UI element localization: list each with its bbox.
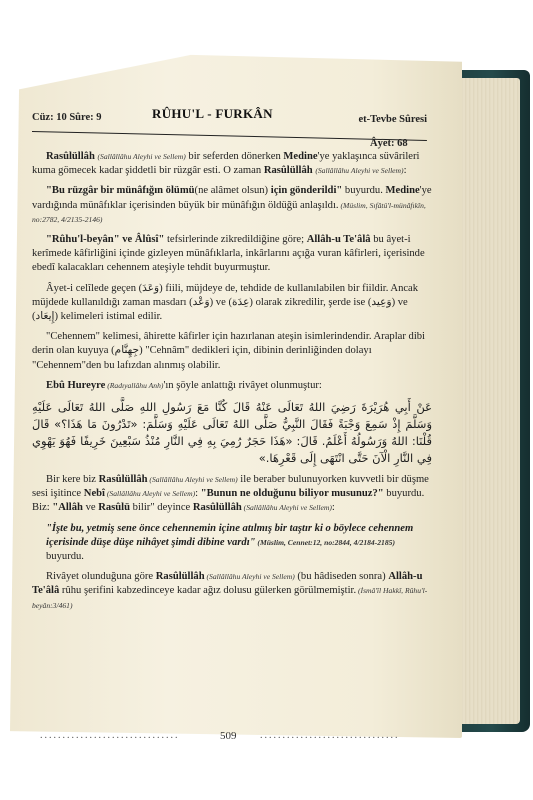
source-citation: (Müslim, Cennet:12, no:2844, 4/2184-2185) xyxy=(255,537,395,547)
text: Bir kere biz xyxy=(46,474,99,486)
text-bold: Nebî xyxy=(83,488,105,500)
page-footer xyxy=(40,730,440,746)
ayet-number: Âyet: 68 xyxy=(370,138,408,149)
text-bold: Medine xyxy=(385,185,420,197)
paragraph-8 xyxy=(32,522,432,565)
paragraph-7 xyxy=(32,473,432,516)
text-bold: Rasûlüllâh xyxy=(263,165,313,177)
salutation: (Sallâllâhu Aleyhi ve Sellem) xyxy=(315,166,404,176)
text: deyince xyxy=(154,502,193,514)
text: tefsirlerinde zikredildiğine göre; xyxy=(164,234,307,246)
salutation: (Sallâllâhu Aleyhi ve Sellem) xyxy=(147,475,238,485)
salutation: (Sallâllâhu Aleyhi ve Sellem) xyxy=(97,152,186,161)
text: buyurdu. xyxy=(46,551,84,563)
text: ile beraber bulunuyorken kuvvetli bir düşme sesi işitince xyxy=(32,474,429,500)
text-bold: Allâh-u Te'âlâ xyxy=(306,234,371,246)
text-bold: Rasûlüllâh xyxy=(155,571,205,583)
salutation: (Radıyallâhu Anh) xyxy=(105,380,164,390)
quote-bold: "Bunun ne olduğunu biliyor musunuz?" xyxy=(200,488,384,500)
text: buyurdu. xyxy=(342,185,386,197)
header-book-title: RÛHU'L - FURKÂN xyxy=(152,106,273,121)
paragraph-1 xyxy=(32,150,432,178)
quote-bold: "İşte bu, yetmiş sene önce cehennemin içine atılmış bir taştır ki o böylece cehennem içerisinde düşe düşe nihâyet şimdi dibine vardı" xyxy=(46,522,414,548)
paragraph-6 xyxy=(32,379,432,393)
salutation: (Sallâllâhu Aleyhi ve Sellem) xyxy=(104,489,196,499)
header-juz-surah: Cüz: 10 Sûre: 9 xyxy=(32,112,102,123)
paragraph-5: "Cehennem" kelimesi, âhirette kâfirler için hazırlanan ateşin isimlerindendir. Araplar dibi derin olan kuyuya (جِهِنَّام) "Cehnâm" dedikleri için, dibinin derinliğinden dolayı "Cehennem"den bu lafızdan alınmış olabilir. xyxy=(32,331,426,371)
text: ve xyxy=(82,502,99,514)
text: Rivâyet olunduğuna göre xyxy=(46,571,156,583)
text: (ne alâmet olsun) xyxy=(194,185,271,197)
page-edges xyxy=(455,78,520,724)
paragraph-2 xyxy=(32,184,432,227)
salutation: (Sallâllâhu Aleyhi ve Sellem) xyxy=(204,572,295,582)
paragraph-9 xyxy=(32,570,432,613)
text-bold: Rasûlüllâh xyxy=(98,474,148,486)
text: 'ın şöyle anlattığı rivâyet olunmuştur: xyxy=(163,379,322,391)
text: rûhu şerifini kabzedinceye kadar ağız dolusu gülerken görülmemiştir. xyxy=(59,585,357,597)
text: bu âyet-i kerîmede kâfirliğini içinde gizleyen münâfıklarla, inkârlarını açığa vuran kâfirleri, içerisinde ebedî kalacakları cehennem ateşiyle tehdit buyurmuştur. xyxy=(32,234,425,274)
quote-bold: "Bu rüzgâr bir münâfığın ölümü xyxy=(46,185,195,197)
text: : xyxy=(195,488,201,500)
source-citation: (Müslim, Sıfâtü'l-münâfıkîn, no:2782, 4/2135-2146) xyxy=(32,200,426,224)
paragraph-4: Âyet-i celîlede geçen (وَعَدَ) fiili, müjdeye de, tehdide de kullanılabilen bir fiildir. Ancak müjdede kullanıldığı zaman masdarı (وَعْد) ve (عِدَة) olarak zikredilir, şerde ise (وَعِيد) ve (إِيعَاد) kelimeleri istimal edilir. xyxy=(32,282,419,323)
text-bold: Âlûsî" xyxy=(134,234,165,246)
text-bold: Rasûlü xyxy=(98,502,131,514)
salutation: (Sallâllâhu Aleyhi ve Sellem) xyxy=(241,503,332,513)
text: : xyxy=(331,502,335,514)
paragraph-3 xyxy=(32,233,432,276)
text-bold: "Allâh xyxy=(52,502,83,514)
footer-dots-right: ............................... xyxy=(260,730,400,741)
page-body xyxy=(32,150,432,619)
arabic-hadith: عَنْ أَبِي هُرَيْرَةَ رَضِيَ اللهُ تَعَالَى عَنْهُ قَالَ كُنَّا مَعَ رَسُولِ اللهِ صَلَّى اللهُ تَعَالَى عَلَيْهِ وَسَلَّمَ إِذْ سَمِعَ وَجْبَةً فَقَالَ النَّبِيُّ صَلَّى اللهُ تَعَالَى عَلَيْهِ وَسَلَّمَ: «تَدْرُونَ مَا هَذَا؟» قَالَ قُلْنَا: اللهُ وَرَسُولُهُ أَعْلَمُ. قَالَ: «هَذَا حَجَرٌ رُمِيَ بِهِ فِي النَّارِ مُنْذُ سَبْعِينَ خَرِيفًا فَهُوَ يَهْوِي فِي النَّارِ الْآنَ حَتَّى انْتَهَى إِلَى قَعْرِهَا.» xyxy=(32,400,432,466)
text: (bu hâdiseden sonra) xyxy=(294,571,389,583)
text: : xyxy=(403,165,407,177)
header-surah-name: et-Tevbe Sûresi xyxy=(358,114,427,125)
text: bilir" xyxy=(130,502,155,514)
text-bold: "Rûhu'l-beyân" ve xyxy=(46,234,135,246)
text: bir seferden dönerken xyxy=(185,151,284,162)
text: buyurdu. Biz: xyxy=(32,488,425,514)
text: 'ye yaklaşınca süvârileri kuma gömecek kadar şiddetli bir rüzgâr esti. O zaman xyxy=(32,151,420,177)
text-bold: Medine xyxy=(283,151,318,162)
source-citation: (İsmâ'îl Hakkî, Rûhu'l-beyân:3/461) xyxy=(32,586,428,610)
open-book xyxy=(10,48,525,742)
footer-dots-left: ............................... xyxy=(40,730,180,741)
quote-bold: için gönderildi" xyxy=(270,185,343,197)
text-bold: Ebû Hureyre xyxy=(46,379,106,391)
text-bold: Rasûlüllâh xyxy=(192,502,242,514)
text-bold: Rasûlüllâh xyxy=(46,151,95,162)
page-number: 509 xyxy=(220,730,237,742)
text: 'ye vardığında münâfıklar içerisinden büyük bir münâfığın öldüğü anlaşıldı. xyxy=(32,185,432,211)
text-bold: Allâh-u Te'âlâ xyxy=(32,571,423,597)
running-header xyxy=(32,106,427,128)
